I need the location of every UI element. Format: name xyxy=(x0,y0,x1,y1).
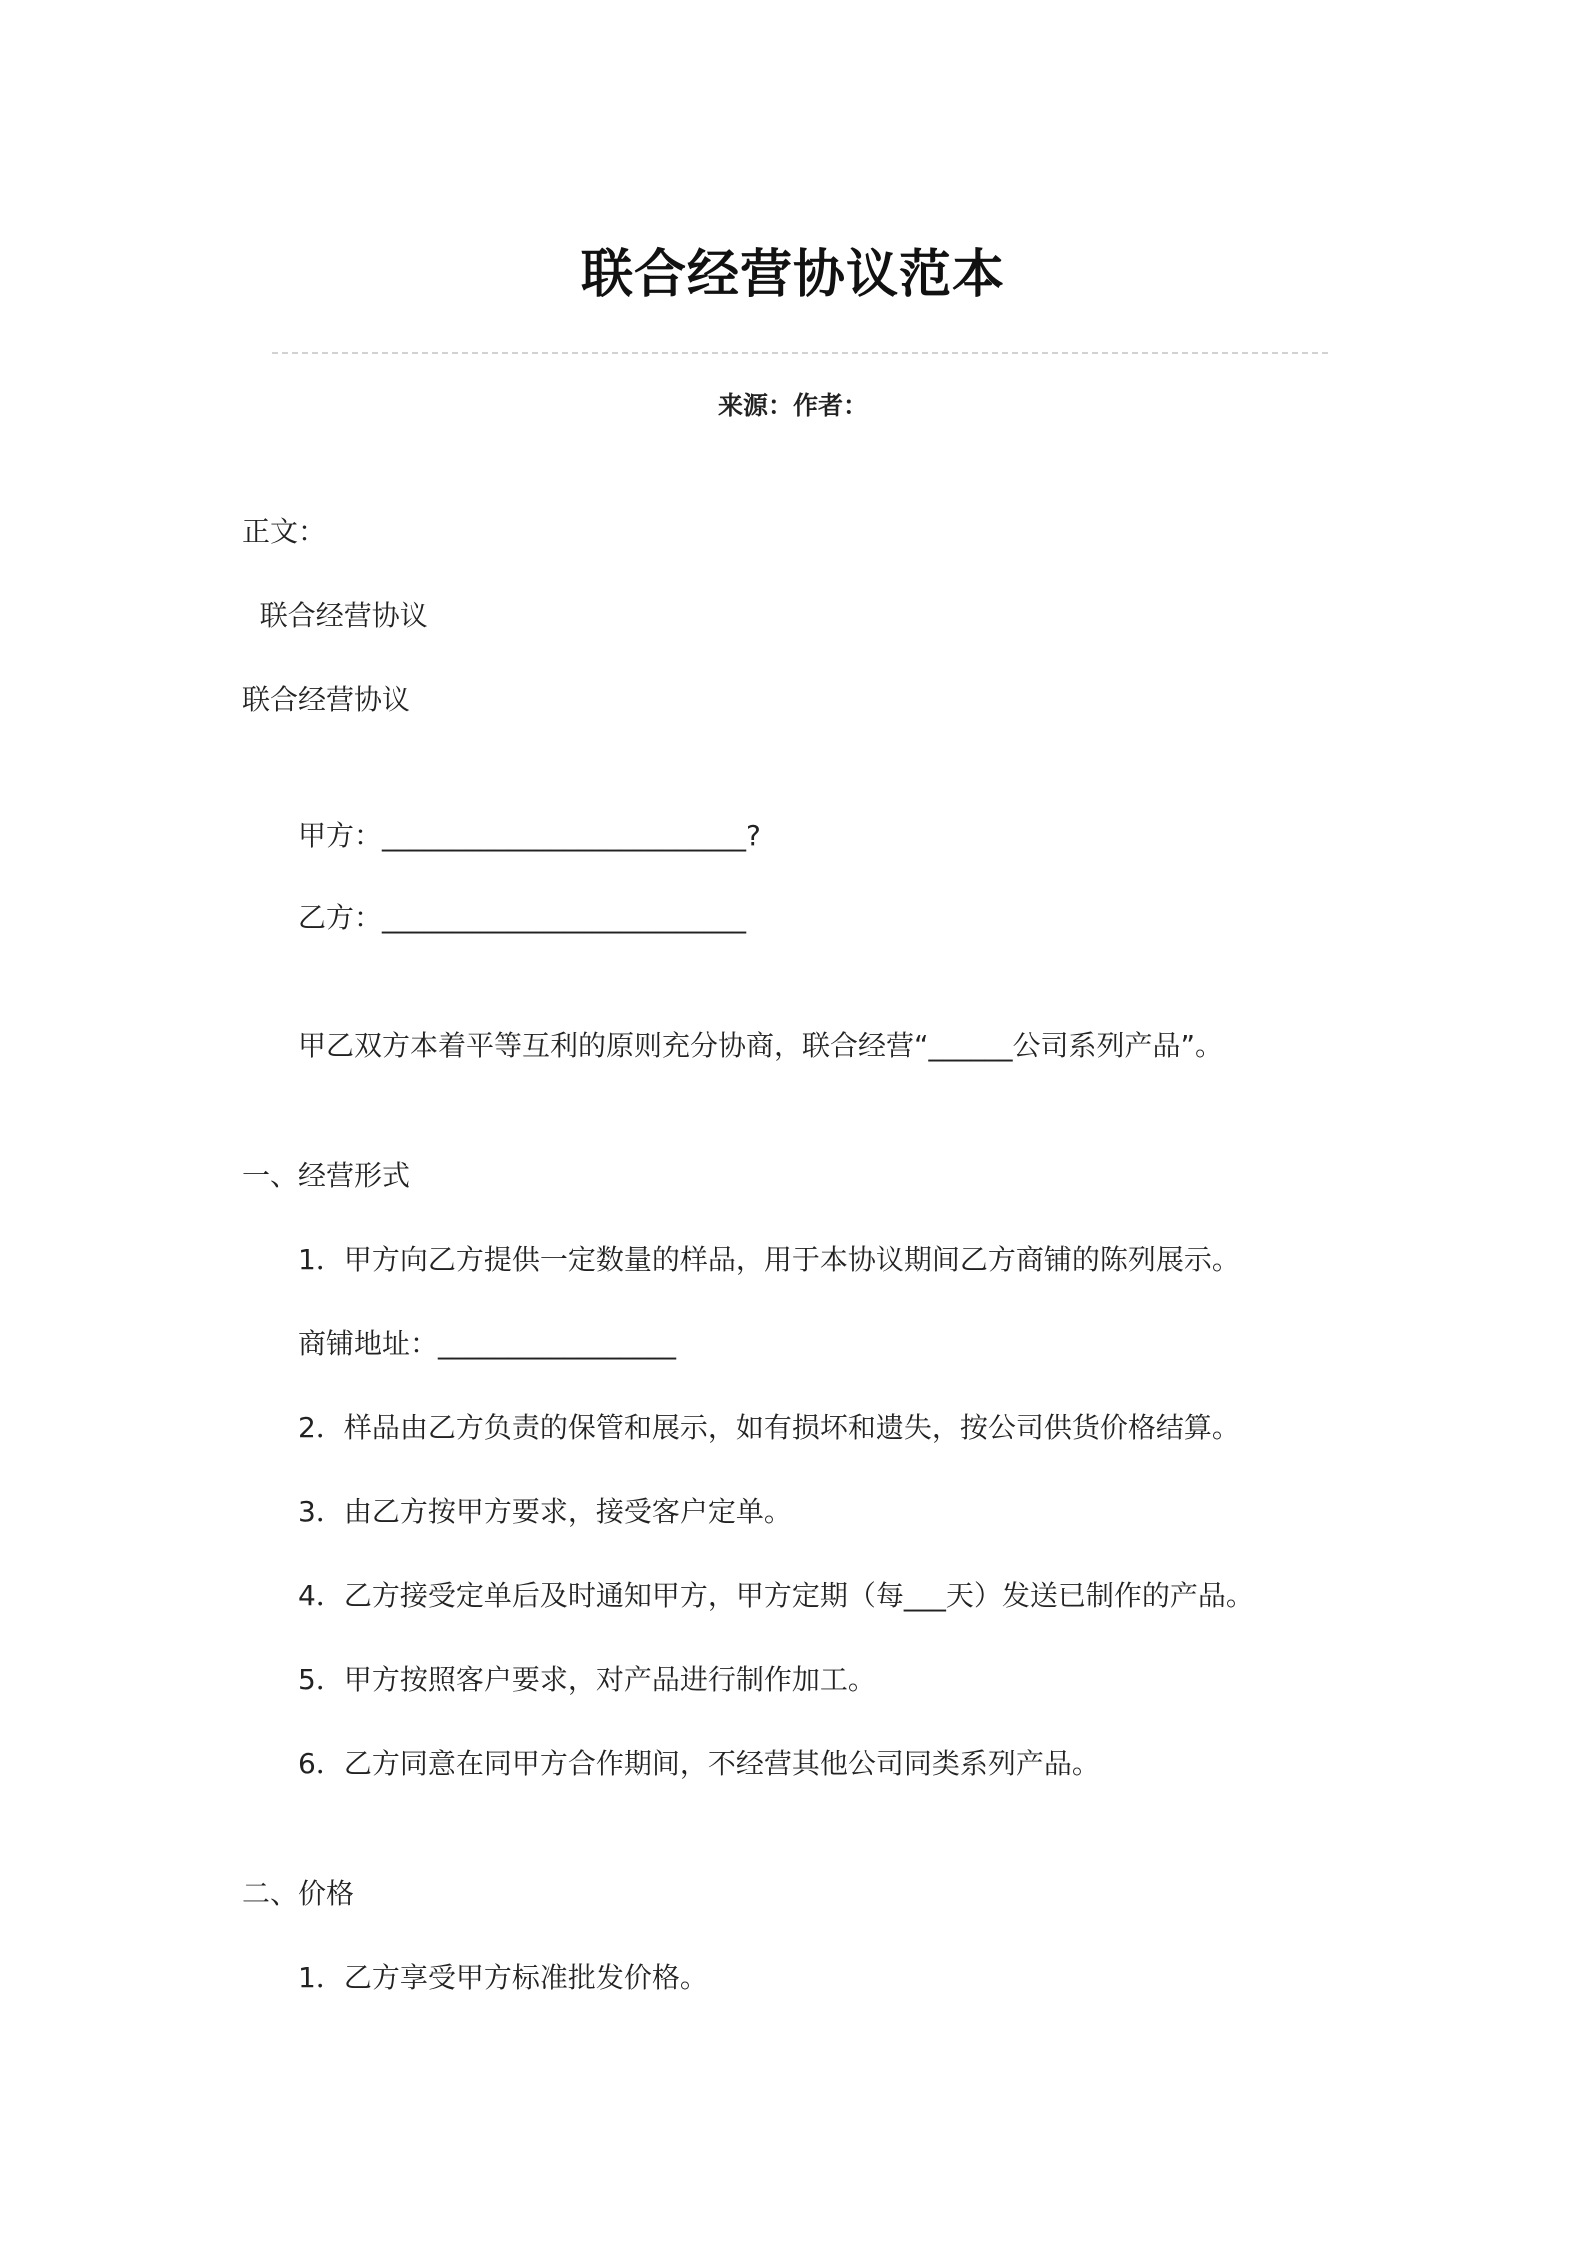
subtitle: 联合经营协议 xyxy=(242,683,411,716)
clause-item: 3．由乙方按甲方要求，接受客户定单。 xyxy=(298,1495,792,1528)
clause-item: 1．甲方向乙方提供一定数量的样品，用于本协议期间乙方商铺的陈列展示。 xyxy=(298,1243,1240,1276)
party-b-line: 乙方：__________________________ xyxy=(298,901,747,934)
clause-item: 6．乙方同意在同甲方合作期间，不经营其他公司同类系列产品。 xyxy=(298,1747,1100,1780)
party-a-line: 甲方：__________________________? xyxy=(298,819,761,852)
document-title: 联合经营协议范本 xyxy=(580,245,1005,305)
title-divider xyxy=(272,352,1328,354)
clause-item: 1．乙方享受甲方标准批发价格。 xyxy=(298,1961,708,1994)
intro-paragraph: 甲乙双方本着平等互利的原则充分协商，联合经营“______公司系列产品”。 xyxy=(298,1029,1224,1062)
source-author-line: 来源：作者： xyxy=(717,391,868,420)
clause-item: 商铺地址：_________________ xyxy=(298,1327,677,1360)
section-heading-operation: 一、经营形式 xyxy=(242,1159,411,1192)
body-label: 正文： xyxy=(242,515,327,548)
clause-item: 5．甲方按照客户要求，对产品进行制作加工。 xyxy=(298,1663,876,1696)
clause-item: 2．样品由乙方负责的保管和展示，如有损坏和遗失，按公司供货价格结算。 xyxy=(298,1411,1240,1444)
clause-item: 4．乙方接受定单后及时通知甲方，甲方定期（每___天）发送已制作的产品。 xyxy=(298,1579,1254,1612)
section-heading-price: 二、价格 xyxy=(242,1877,355,1910)
subtitle-indented: 联合经营协议 xyxy=(242,599,428,632)
